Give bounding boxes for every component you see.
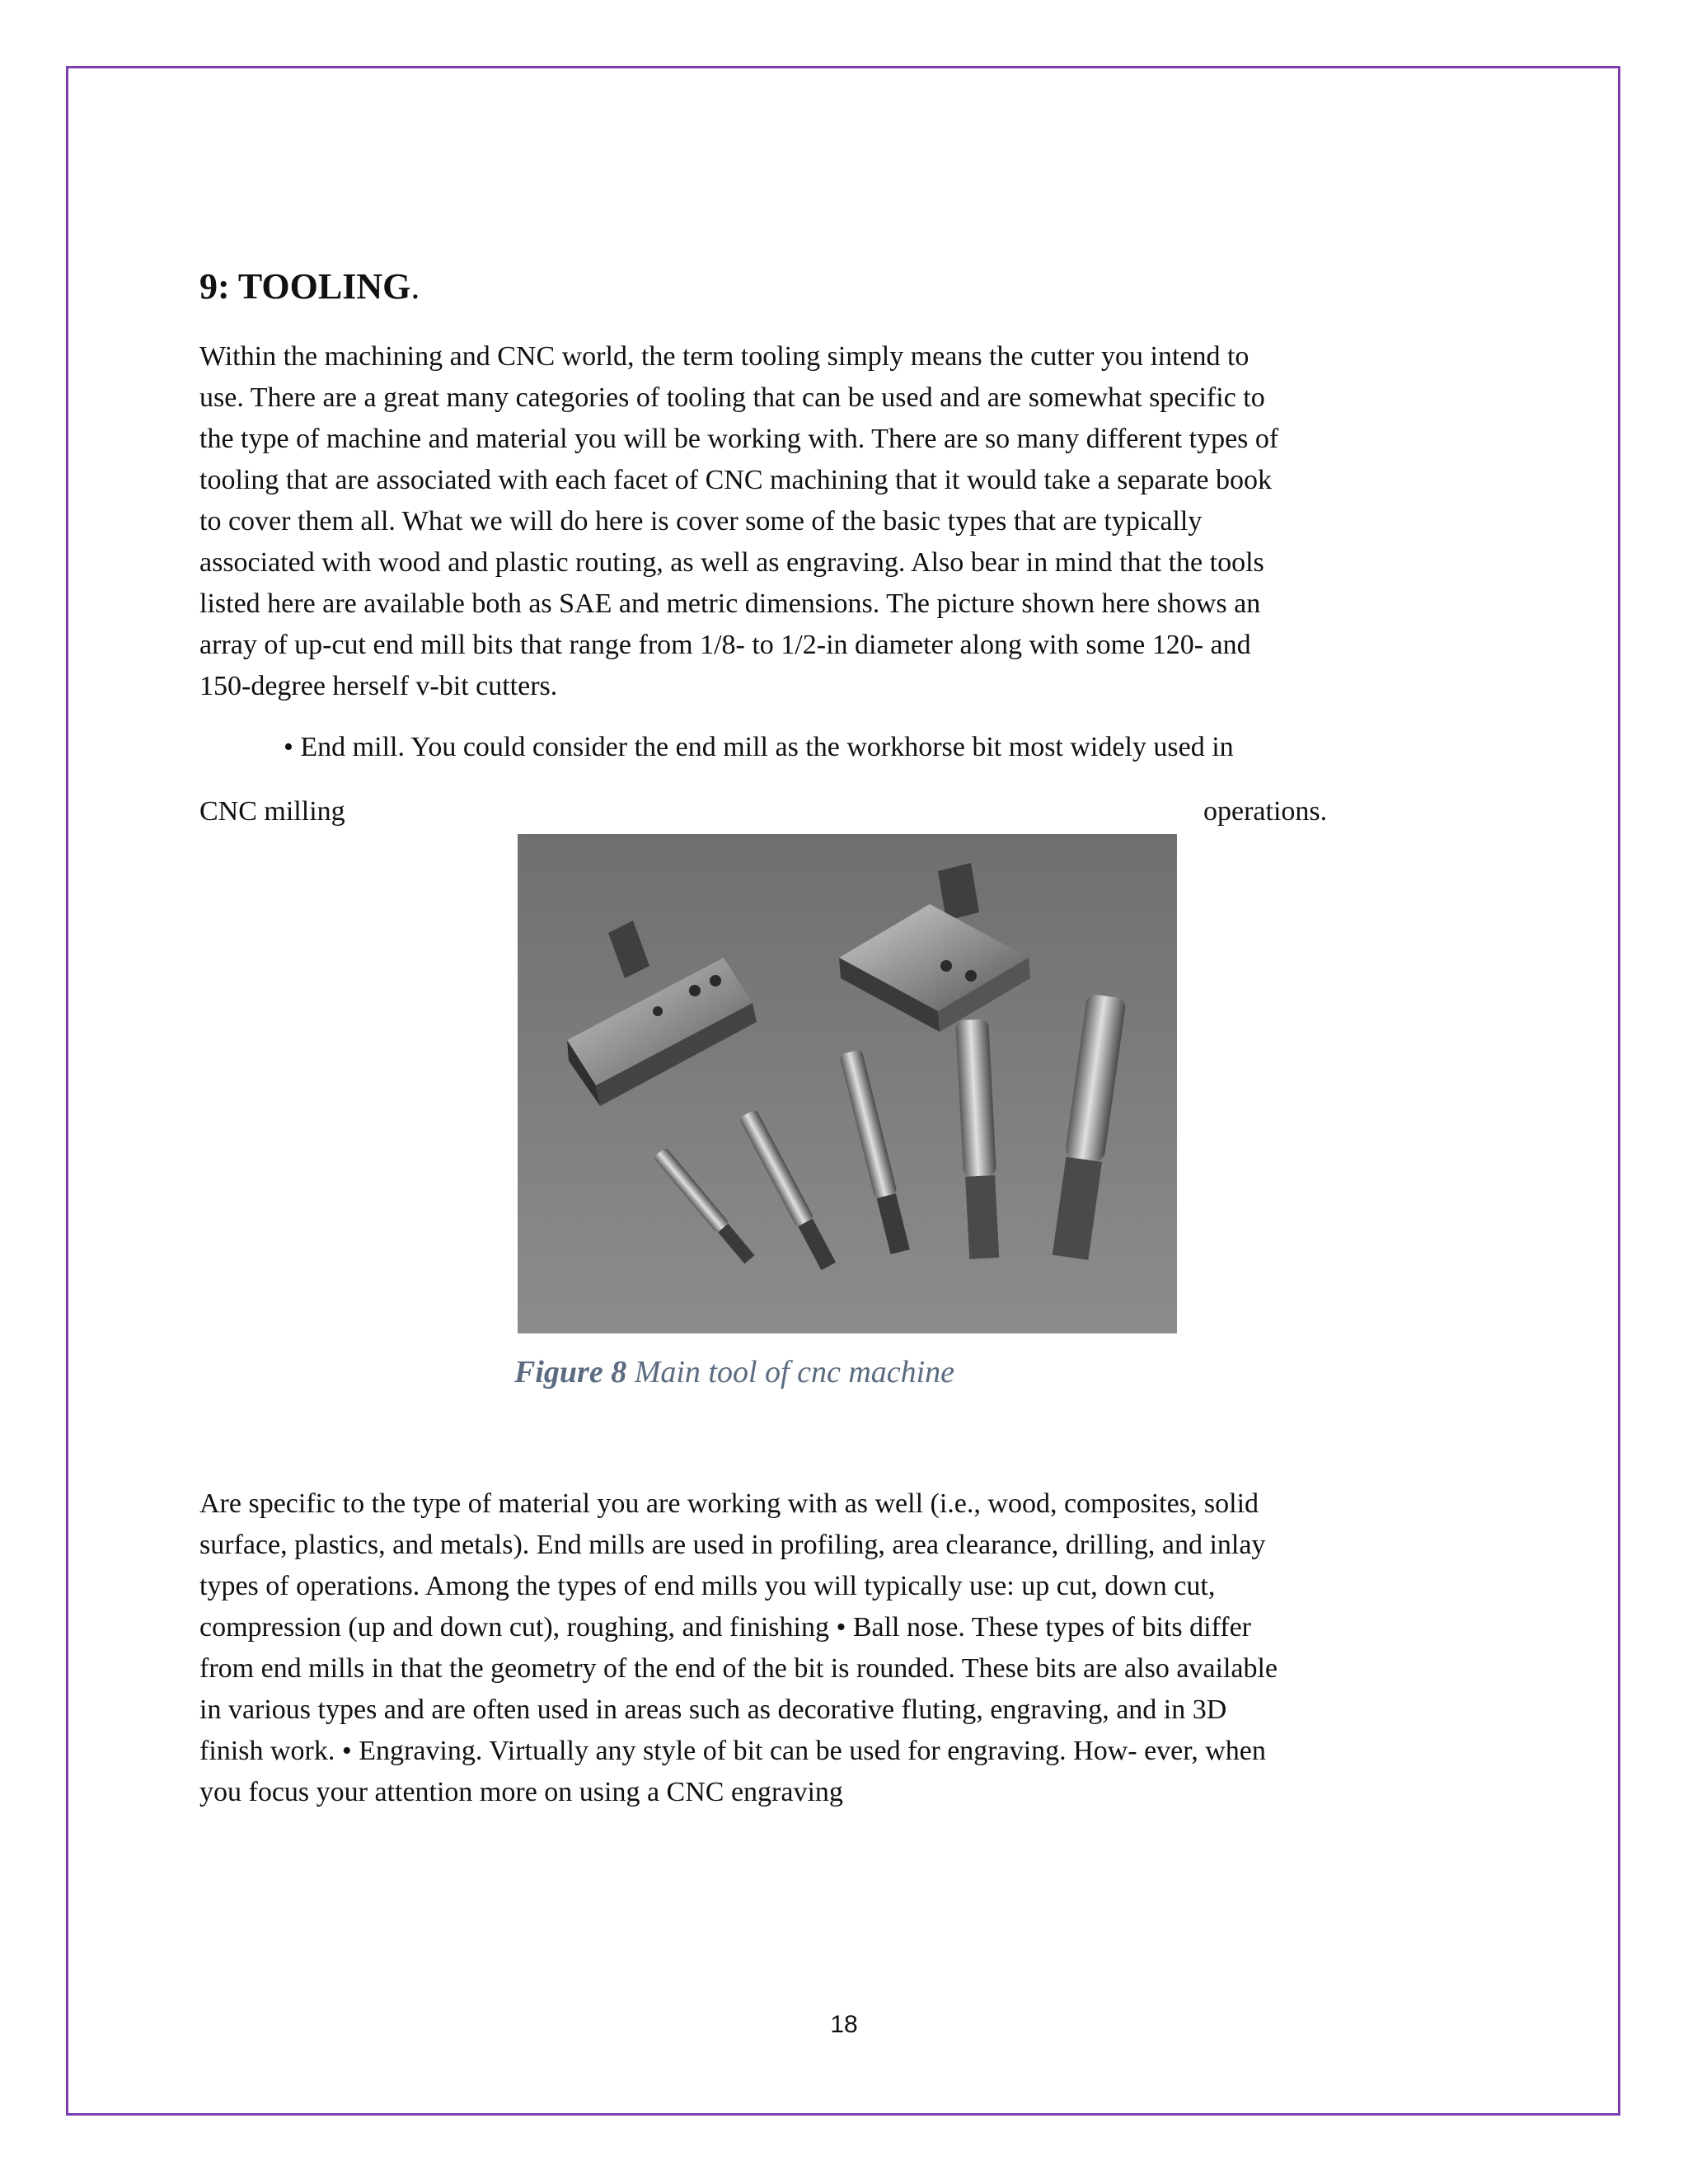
end-mill-bullet [284, 727, 1234, 768]
intro-line: to cover them all. What we will do here is cover some of the basic types that are typically [199, 506, 1203, 537]
body-line: from end mills in that the geometry of the end of the bit is rounded. These bits are also available [199, 1653, 1278, 1684]
body-line: finish work. • Engraving. Virtually any style of bit can be used for engraving. How- ever, when [199, 1736, 1266, 1766]
intro-line: array of up-cut end mill bits that range from 1/8- to 1/2-in diameter along with some 120- and [199, 630, 1251, 660]
intro-line: listed here are available both as SAE and metric dimensions. The picture shown here shows an [199, 588, 1261, 619]
intro-line: 150-degree herself v-bit cutters. [199, 671, 558, 701]
heading-period: . [410, 266, 420, 307]
page-number: 18 [830, 2011, 858, 2038]
intro-line: associated with wood and plastic routing, as well as engraving. Also bear in mind that the tools [199, 547, 1264, 578]
intro-paragraph [199, 336, 1278, 707]
heading-text: 9: TOOLING [199, 266, 411, 307]
body-line: you focus your attention more on using a CNC engraving [199, 1777, 843, 1807]
body-line: in various types and are often used in areas such as decorative fluting, engraving, and in 3D [199, 1694, 1227, 1725]
cnc-milling-text: CNC milling [199, 796, 345, 827]
cnc-tools-photo [518, 834, 1177, 1333]
body-line: types of operations. Among the types of end mills you will typically use: up cut, down cut, [199, 1571, 1216, 1601]
figure-caption [514, 1352, 954, 1393]
intro-line: use. There are a great many categories of tooling that can be used and are somewhat specific to [199, 382, 1265, 413]
end-mill-bullet-text: • End mill. You could consider the end mill as the workhorse bit most widely used in [284, 732, 1234, 762]
intro-line: tooling that are associated with each facet of CNC machining that it would take a separate book [199, 465, 1273, 495]
body-line: surface, plastics, and metals). End mills are used in profiling, area clearance, drilling, and inlay [199, 1530, 1266, 1560]
intro-line: Within the machining and CNC world, the term tooling simply means the cutter you intend to [199, 341, 1250, 372]
body-line: compression (up and down cut), roughing, and finishing • Ball nose. These types of bits differ [199, 1612, 1251, 1643]
body-line: Are specific to the type of material you are working with as well (i.e., wood, composites, solid [199, 1488, 1259, 1519]
cnc-tools-illustration [518, 834, 1177, 1333]
body-paragraph [199, 1483, 1278, 1813]
intro-line: the type of machine and material you will be working with. There are so many different types of [199, 424, 1279, 454]
section-heading [199, 264, 420, 310]
figure-caption-text: Main tool of cnc machine [634, 1355, 955, 1390]
figure-label: Figure 8 [514, 1355, 627, 1390]
operations-text: operations. [1203, 796, 1328, 827]
